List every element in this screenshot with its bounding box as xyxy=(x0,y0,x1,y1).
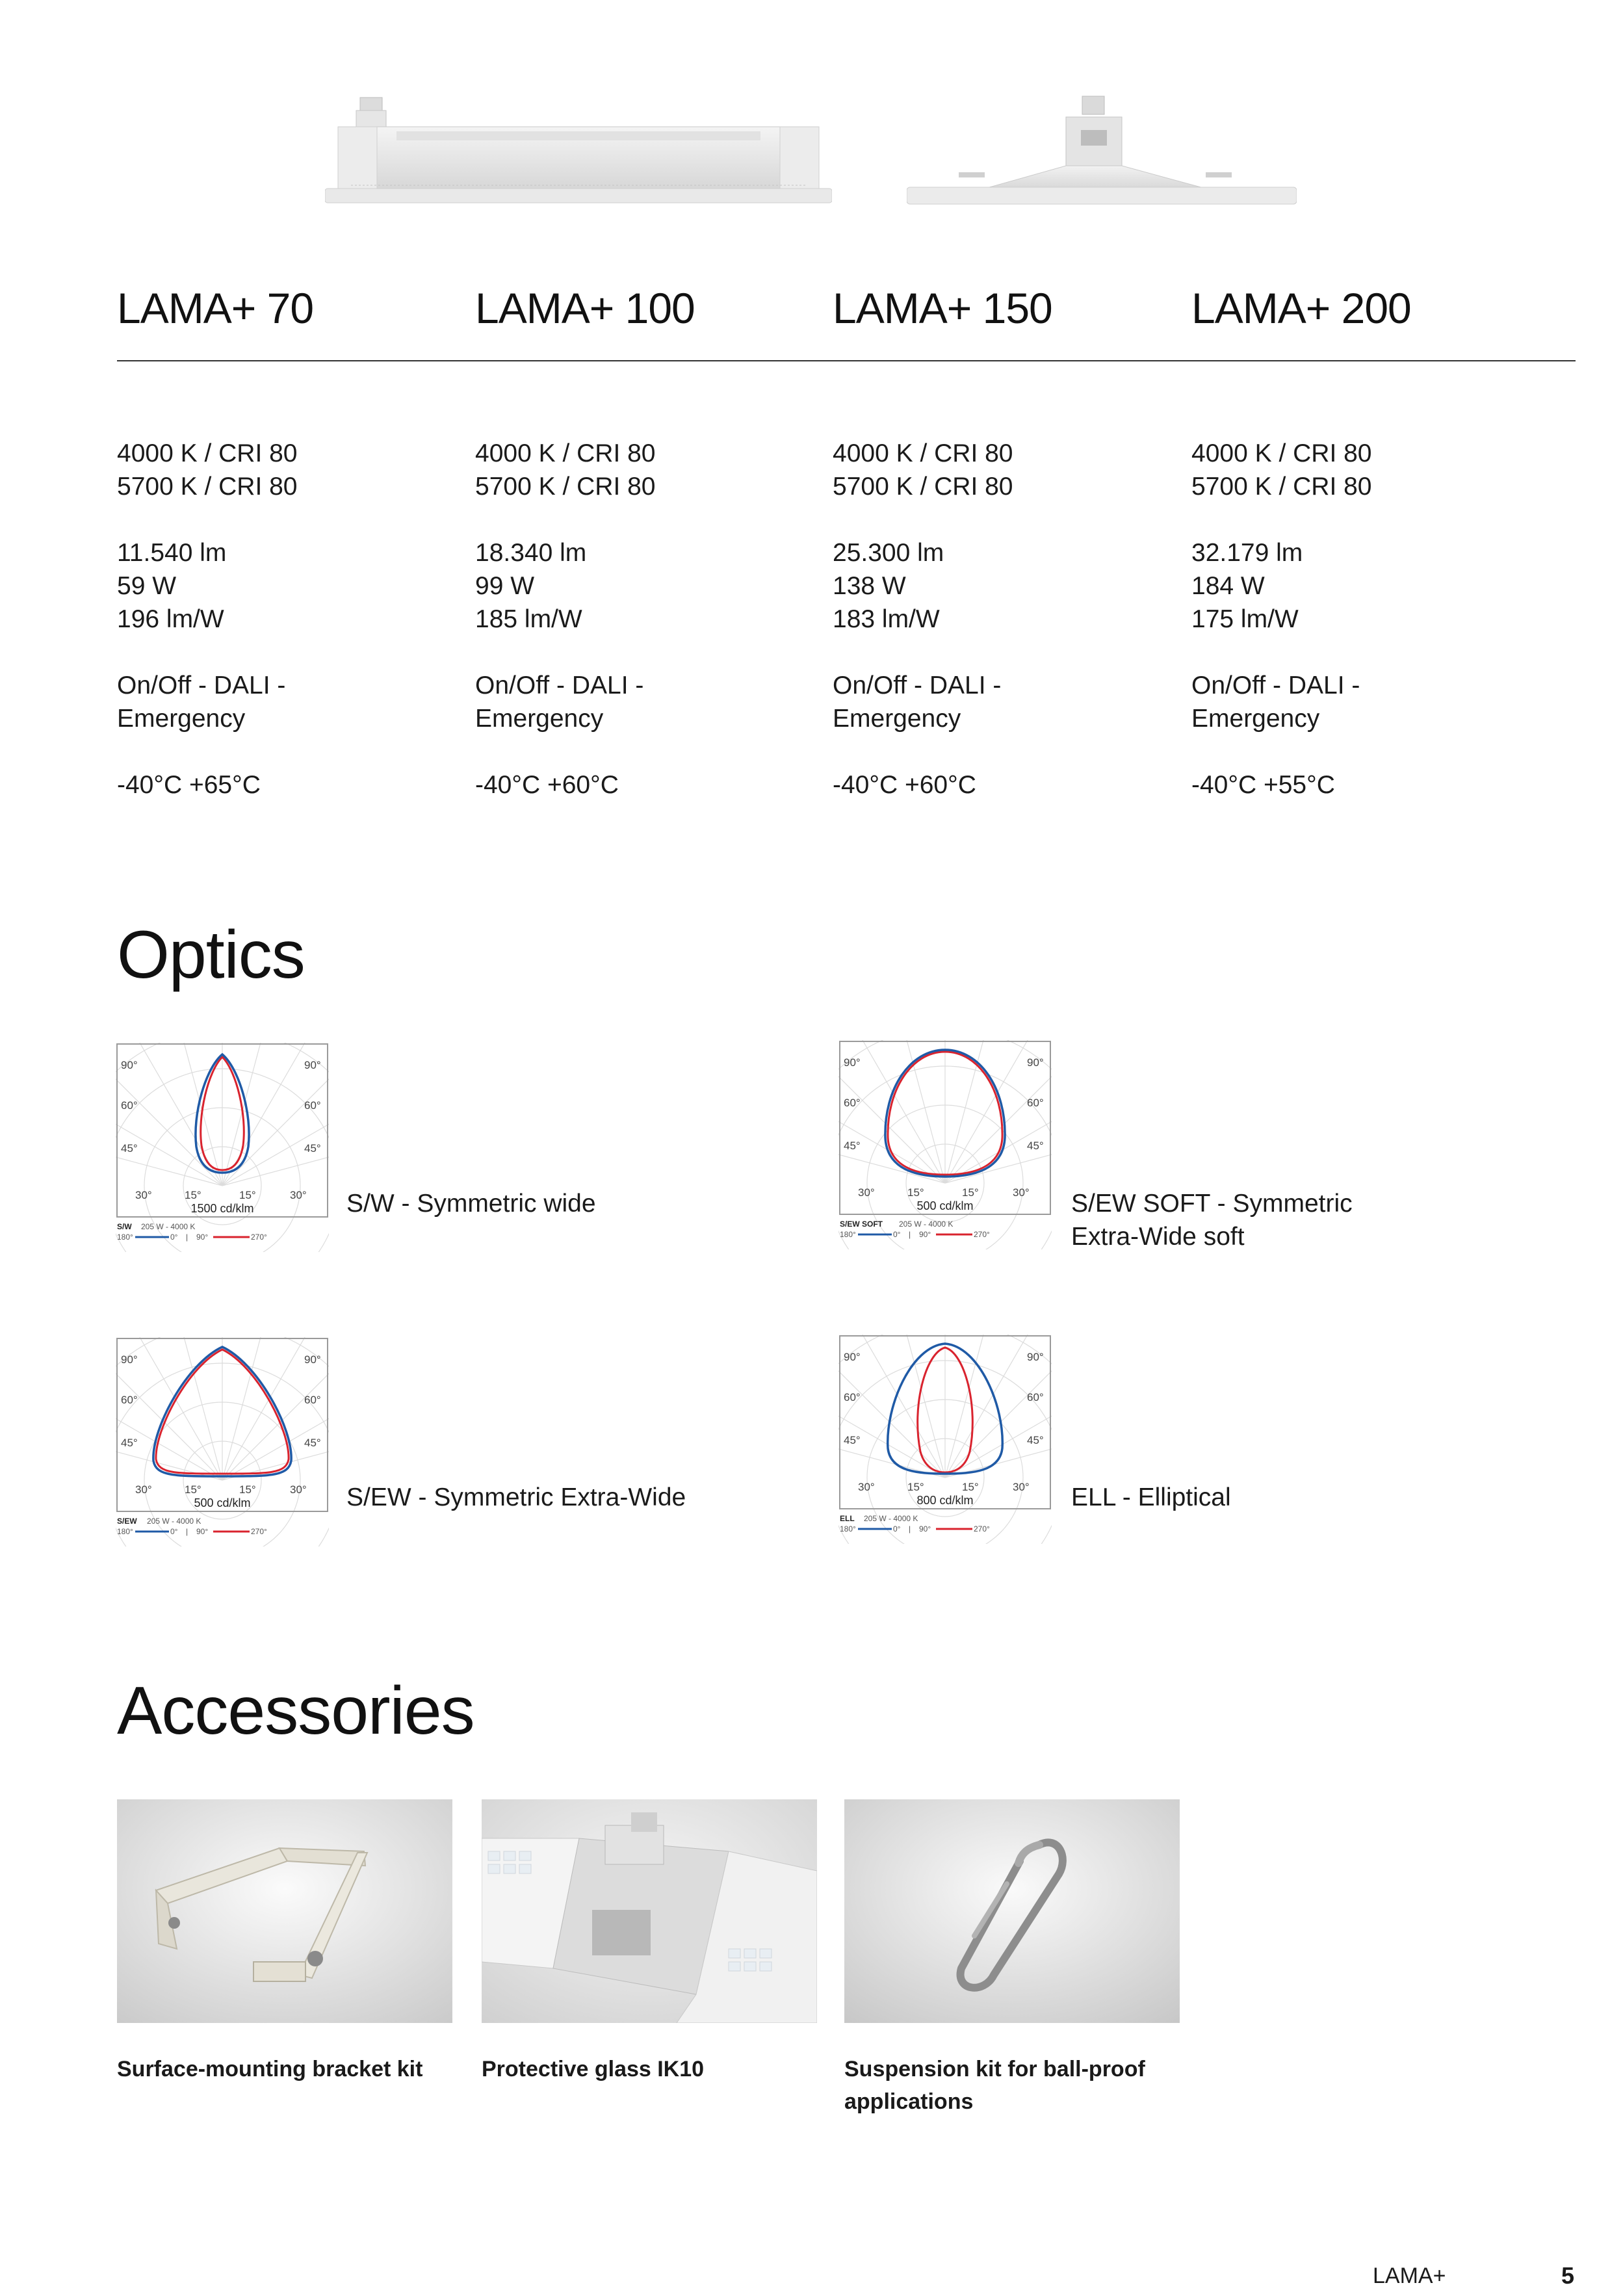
legend-sep: | xyxy=(186,1527,188,1536)
angle-label-90-right: 90° xyxy=(1027,1056,1044,1069)
cct-option: 4000 K / CRI 80 xyxy=(1191,439,1372,467)
model-title-lama70: LAMA+ 70 xyxy=(117,284,314,332)
legend-c90: 90° xyxy=(919,1230,931,1239)
legend-sep: | xyxy=(909,1524,911,1533)
angle-label-90-left: 90° xyxy=(121,1059,138,1071)
temperature-range: -40°C +55°C xyxy=(1191,771,1335,799)
power-value: 59 W xyxy=(117,572,177,600)
angle-label-15-left: 15° xyxy=(185,1483,201,1496)
accessories-title: Accessories xyxy=(117,1673,474,1749)
angle-label-15-left: 15° xyxy=(185,1189,201,1201)
cct-option: 4000 K / CRI 80 xyxy=(833,439,1013,467)
legend-sep: | xyxy=(909,1230,911,1239)
suspension-kit-image xyxy=(844,1799,1180,2023)
angle-label-15-right: 15° xyxy=(962,1186,979,1199)
temperature-range: -40°C +65°C xyxy=(117,771,261,799)
polar-diagram-sew-soft xyxy=(838,1040,1052,1249)
angle-label-45-right: 45° xyxy=(1027,1140,1044,1152)
efficacy-value: 183 lm/W xyxy=(833,605,940,633)
angle-label-60-left: 60° xyxy=(844,1391,861,1403)
angle-label-15-right: 15° xyxy=(962,1481,979,1493)
product-image-long xyxy=(325,91,832,221)
legend-c0: 0° xyxy=(170,1233,178,1242)
angle-label-30-left: 30° xyxy=(858,1481,875,1493)
angle-label-60-right: 60° xyxy=(1027,1097,1044,1109)
cct-option: 5700 K / CRI 80 xyxy=(117,473,298,501)
control-value: On/Off - DALI - Emergency xyxy=(475,672,644,733)
legend-optic-code: S/W xyxy=(117,1222,132,1231)
polar-diagram-sew xyxy=(116,1337,329,1546)
accessory-label-glass: Protective glass IK10 xyxy=(482,2057,705,2081)
legend-info: 205 W - 4000 K xyxy=(141,1222,196,1231)
angle-label-30-right: 30° xyxy=(290,1189,307,1201)
efficacy-value: 185 lm/W xyxy=(475,605,582,633)
control-value: On/Off - DALI - Emergency xyxy=(117,672,286,733)
angle-label-15-right: 15° xyxy=(239,1483,256,1496)
intensity-scale: 500 cd/klm xyxy=(194,1496,251,1509)
angle-label-45-left: 45° xyxy=(844,1140,861,1152)
temperature-range: -40°C +60°C xyxy=(833,771,976,799)
angle-label-45-right: 45° xyxy=(304,1142,321,1155)
polar-diagram-sw xyxy=(116,1043,329,1252)
angle-label-45-left: 45° xyxy=(121,1437,138,1449)
legend-c0: 0° xyxy=(893,1524,901,1533)
intensity-scale: 500 cd/klm xyxy=(916,1199,974,1212)
model-title-lama200: LAMA+ 200 xyxy=(1191,284,1411,332)
footer-brand: LAMA+ xyxy=(1373,2263,1446,2288)
spec-column-lama100 xyxy=(475,437,813,835)
legend-c0: 0° xyxy=(170,1527,178,1536)
intensity-scale: 800 cd/klm xyxy=(916,1494,974,1507)
legend-c90: 90° xyxy=(196,1527,209,1536)
angle-label-90-left: 90° xyxy=(121,1353,138,1366)
cct-option: 5700 K / CRI 80 xyxy=(1191,473,1372,501)
legend-optic-code: S/EW xyxy=(117,1517,137,1526)
lumens-value: 18.340 lm xyxy=(475,539,587,567)
angle-label-30-right: 30° xyxy=(1013,1186,1030,1199)
efficacy-value: 196 lm/W xyxy=(117,605,224,633)
angle-label-90-left: 90° xyxy=(844,1056,861,1069)
angle-label-45-left: 45° xyxy=(844,1434,861,1446)
legend-optic-code: ELL xyxy=(840,1514,855,1523)
accessory-label-suspension: Suspension kit for ball-proof applications xyxy=(844,2057,1145,2114)
angle-label-30-left: 30° xyxy=(135,1483,152,1496)
legend-c180: 180° xyxy=(117,1527,133,1536)
cct-option: 5700 K / CRI 80 xyxy=(475,473,656,501)
angle-label-30-right: 30° xyxy=(1013,1481,1030,1493)
efficacy-value: 175 lm/W xyxy=(1191,605,1299,633)
spec-column-lama150 xyxy=(833,437,1171,835)
control-value: On/Off - DALI - Emergency xyxy=(1191,672,1360,733)
temperature-range: -40°C +60°C xyxy=(475,771,619,799)
legend-c0: 0° xyxy=(893,1230,901,1239)
model-title-lama100: LAMA+ 100 xyxy=(475,284,695,332)
intensity-scale: 1500 cd/klm xyxy=(190,1202,254,1215)
spec-column-lama70 xyxy=(117,437,455,835)
polar-diagram-ell xyxy=(838,1335,1052,1544)
page-number: 5 xyxy=(1561,2262,1575,2289)
angle-label-45-right: 45° xyxy=(1027,1434,1044,1446)
angle-label-90-right: 90° xyxy=(304,1353,321,1366)
legend-info: 205 W - 4000 K xyxy=(899,1220,954,1229)
protective-glass-image xyxy=(482,1799,817,2023)
cct-option: 4000 K / CRI 80 xyxy=(117,439,298,467)
angle-label-60-right: 60° xyxy=(304,1394,321,1406)
angle-label-60-left: 60° xyxy=(121,1394,138,1406)
angle-label-45-right: 45° xyxy=(304,1437,321,1449)
power-value: 138 W xyxy=(833,572,906,600)
lumens-value: 32.179 lm xyxy=(1191,539,1303,567)
legend-sep: | xyxy=(186,1233,188,1242)
legend-info: 205 W - 4000 K xyxy=(864,1514,918,1523)
angle-label-30-right: 30° xyxy=(290,1483,307,1496)
angle-label-60-right: 60° xyxy=(304,1099,321,1112)
angle-label-15-right: 15° xyxy=(239,1189,256,1201)
accessory-label-bracket: Surface-mounting bracket kit xyxy=(117,2057,423,2081)
angle-label-15-left: 15° xyxy=(907,1481,924,1493)
cct-option: 4000 K / CRI 80 xyxy=(475,439,656,467)
angle-label-60-left: 60° xyxy=(121,1099,138,1112)
legend-c270: 270° xyxy=(974,1230,990,1239)
product-image-short xyxy=(907,91,1297,221)
spec-column-lama200 xyxy=(1191,437,1529,835)
legend-c90: 90° xyxy=(196,1233,209,1242)
optics-title: Optics xyxy=(117,917,305,993)
angle-label-90-left: 90° xyxy=(844,1351,861,1363)
legend-c270: 270° xyxy=(974,1524,990,1533)
legend-info: 205 W - 4000 K xyxy=(147,1517,201,1526)
legend-optic-code: S/EW SOFT xyxy=(840,1220,883,1229)
lumens-value: 11.540 lm xyxy=(117,539,227,567)
power-value: 184 W xyxy=(1191,572,1265,600)
bracket-kit-image xyxy=(117,1799,452,2023)
optic-label-sw: S/W - Symmetric wide xyxy=(346,1190,596,1218)
angle-label-45-left: 45° xyxy=(121,1142,138,1155)
legend-c270: 270° xyxy=(251,1233,267,1242)
legend-c270: 270° xyxy=(251,1527,267,1536)
model-title-lama150: LAMA+ 150 xyxy=(833,284,1052,332)
angle-label-30-left: 30° xyxy=(135,1189,152,1201)
header-divider xyxy=(117,360,1576,361)
power-value: 99 W xyxy=(475,572,535,600)
optic-label-ell: ELL - Elliptical xyxy=(1071,1483,1231,1511)
angle-label-90-right: 90° xyxy=(1027,1351,1044,1363)
angle-label-15-left: 15° xyxy=(907,1186,924,1199)
legend-c180: 180° xyxy=(117,1233,133,1242)
angle-label-30-left: 30° xyxy=(858,1186,875,1199)
cct-option: 5700 K / CRI 80 xyxy=(833,473,1013,501)
angle-label-60-left: 60° xyxy=(844,1097,861,1109)
optic-label-sew-soft: S/EW SOFT - Symmetric Extra-Wide soft xyxy=(1071,1190,1353,1251)
legend-c90: 90° xyxy=(919,1524,931,1533)
control-value: On/Off - DALI - Emergency xyxy=(833,672,1002,733)
legend-c180: 180° xyxy=(840,1230,856,1239)
legend-c180: 180° xyxy=(840,1524,856,1533)
angle-label-60-right: 60° xyxy=(1027,1391,1044,1403)
lumens-value: 25.300 lm xyxy=(833,539,944,567)
angle-label-90-right: 90° xyxy=(304,1059,321,1071)
optic-label-sew: S/EW - Symmetric Extra-Wide xyxy=(346,1483,686,1511)
